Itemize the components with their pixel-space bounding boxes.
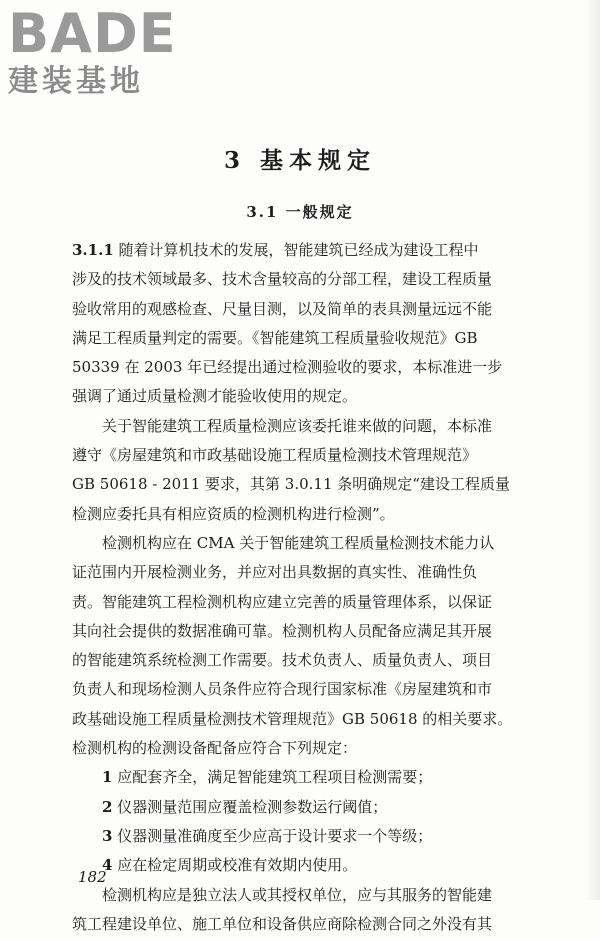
chapter-title: 3 基本规定 — [223, 147, 376, 174]
paragraph-line: 遵守《房屋建筑和市政基础设施工程质量检测技术管理规范》 — [72, 446, 478, 465]
clause-text: 随着计算机技术的发展，智能建筑已经成为建设工程中 — [118, 241, 479, 259]
list-item-text: 应在检定周期或校准有效期内使用。 — [117, 856, 358, 875]
paragraph-line: 筑工程建设单位、施工单位和设备供应商除检测合同之外没有其 — [72, 914, 493, 933]
section-title: 3.1 一般规定 — [246, 203, 354, 221]
list-item-number: 1 — [102, 768, 113, 787]
list-item-number: 3 — [102, 826, 113, 845]
logo-chinese-name: 建装基地 — [8, 64, 144, 99]
list-item-number: 2 — [102, 797, 113, 816]
paragraph-line: 的智能建筑系统检测工作需要。技术负责人、质量负责人、项目 — [72, 651, 493, 670]
clause-number: 3.1.1 — [72, 241, 114, 259]
list-item — [72, 793, 542, 822]
paragraph-line — [72, 236, 542, 265]
logo-word: BADE — [8, 2, 177, 65]
list-item — [72, 851, 542, 880]
list-item-text: 仪器测量范围应覆盖检测参数运行阈值； — [117, 797, 388, 816]
paragraph-line: 涉及的技术领域最多、技术含量较高的分部工程，建设工程质量 — [72, 270, 493, 289]
paragraph-line: 证范围内开展检测业务，并应对出具数据的真实性、准确性负 — [72, 563, 478, 582]
list-item-text: 仪器测量准确度至少应高于设计要求一个等级； — [117, 826, 433, 845]
list-item-text: 应配套齐全，满足智能建筑工程项目检测需要； — [117, 768, 433, 787]
paragraph-line: 负责人和现场检测人员条件应符合现行国家标准《房屋建筑和市 — [72, 680, 493, 699]
paragraph-line: 检测机构应是独立法人或其授权单位，应与其服务的智能建 — [102, 885, 493, 904]
paragraph-line: 其向社会提供的数据准确可靠。检测机构人员配备应满足其开展 — [72, 621, 493, 640]
paragraph-line: GB 50618 - 2011 要求，其第 3.0.11 条明确规定“建设工程质量 — [72, 475, 510, 494]
paragraph-line: 责。智能建筑工程检测机构应建立完善的质量管理体系，以保证 — [72, 592, 493, 611]
list-item — [72, 822, 542, 851]
list-item — [72, 763, 542, 792]
paragraph-line: 检测机构的检测设备配备应符合下列规定： — [72, 739, 358, 758]
paragraph-line: 50339 在 2003 年已经提出通过检测验收的要求，本标准进一步 — [72, 358, 503, 377]
paragraph-line: 关于智能建筑工程质量检测应该委托谁来做的问题，本标准 — [102, 416, 493, 435]
list-item-number: 4 — [102, 856, 113, 875]
body-text — [72, 236, 542, 939]
page-edge-shadow — [586, 0, 600, 900]
paragraph-line: 强调了通过质量检测才能验收使用的规定。 — [72, 387, 358, 406]
paragraph-line: 满足工程质量判定的需要。《智能建筑工程质量验收规范》GB — [72, 328, 478, 347]
paragraph-line: 验收常用的观感检查、尺量目测，以及简单的表具测量远远不能 — [72, 299, 493, 318]
paragraph-line: 政基础设施工程质量检测技术管理规范》GB 50618 的相关要求。 — [72, 709, 513, 728]
paragraph-line: 检测应委托具有相应资质的检测机构进行检测”。 — [72, 504, 395, 523]
page-number: 182 — [78, 868, 107, 886]
paragraph-line: 检测机构应在 CMA 关于智能建筑工程质量检测技术能力认 — [102, 533, 495, 552]
logo-watermark — [8, 2, 177, 100]
